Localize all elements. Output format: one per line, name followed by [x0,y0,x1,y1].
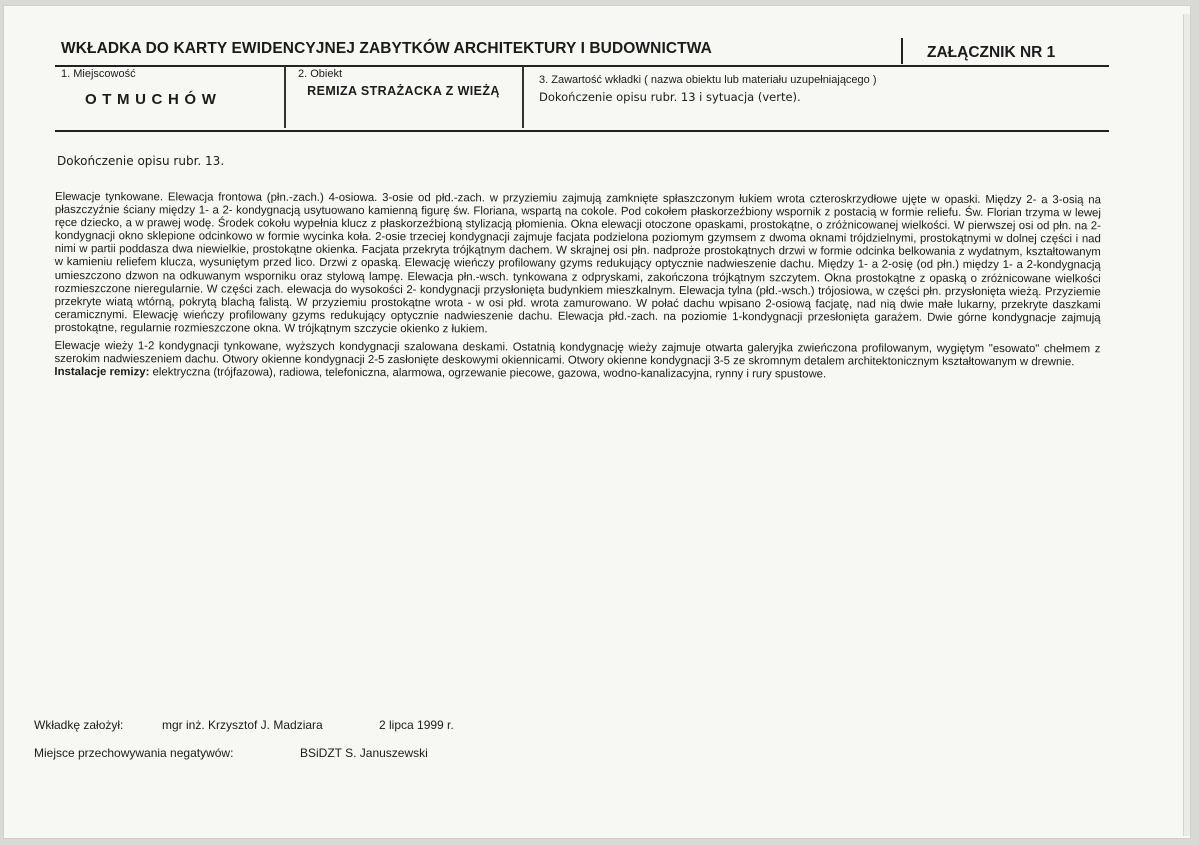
tower-description: Elewacje wieży 1-2 kondygnacji tynkowane, wyższych kondygnacji szalowana deskami. Ostatnią kondygnację wieży zajmuje otwarta galeryjka zwieńczona profilowanym, wygiętym "esowato" chełmem z szerokim nadwieszeniem dachu. Otwory okienne kondygnacji 2-5 zasłonięte deskowymi okiennicami. Otwory okienne kondygnacji 3-5 ze skromnym detalem architektonicznym kształtowanym w drewnie. [54,340,1101,369]
attachment-number: ZAŁĄCZNIK NR 1 [927,44,1056,61]
document-title: WKŁADKA DO KARTY EWIDENCYJNEJ ZABYTKÓW ARCHITEKTURY I BUDOWNICTWA [61,40,712,57]
field-location [55,66,283,130]
object-value: REMIZA STRAŻACKA Z WIEŻĄ [307,84,500,98]
storage-label: Miejsce przechowywania negatywów: [34,746,234,760]
storage-value: BSiDZT S. Januszewski [300,746,428,760]
installations-label: Instalacje remizy: [54,366,150,379]
location-label: 1. Miejscowość [61,68,136,80]
content-label: 3. Zawartość wkładki ( nazwa obiektu lub materiału uzupełniającego ) [539,74,877,86]
field-content [525,66,1109,130]
author-value: mgr inż. Krzysztof J. Madziara [162,718,323,732]
date-value: 2 lipca 1999 r. [379,718,454,732]
header-divider [901,38,903,64]
section-subtitle: Dokończenie opisu rubr. 13. [57,154,225,168]
object-label: 2. Obiekt [298,68,343,80]
installations-value: elektryczna (trójfazowa), radiowa, telefoniczna, alarmowa, ogrzewanie piecowe, gazowa, wodno-kanalizacyjna, rynny i rury spustowe. [149,366,827,381]
fields-rule [55,130,1109,132]
content-value: Dokończenie opisu rubr. 13 i sytuacja (verte). [539,90,801,104]
field-object [286,66,521,130]
author-label: Wkładkę założył: [34,718,124,732]
facade-description: Elewacje tynkowane. Elewacja frontowa (płn.-zach.) 4-osiowa. 3-osie od płd.-zach. w przyziemiu zajmują zamknięte spłaszczonym łukiem wrota czteroskrzydłowe ujęte w opaski. Między 2- a 3-osią na płaszczyźnie ściany między 1- a 2- kondygnacją usytuowano kamienną figurę św. Floriana, wspartą na cokole. Pod cokołem płaskorzeźbiony wspornik z postacią w formie reliefu. Św. Florian trzyma w lewej ręce dziecko, a w prawej wodę. Środek cokołu wypełnia klucz z płaskorzeźbioną stylizacją płomienia. Okna elewacji otoczone opaskami, prostokątne, o zróżnicowanej wielkości. W pierwszej osi od płn. na 2-kondygnacji okno sklepione odcinkowo w formie wycinka koła. 2-osie trzeciej kondygnacji zajmuje facjata podzielona poziomym gzymsem z dwoma oknami trójdzielnymi, prostokątnymi w dolnej części i nad nimi w partii poddasza dwa niewielkie, prostokątne okienka. Facjata przekryta trójkątnym dachem. W skrajnej osi płn. nadproże prostokątnych drzwi w formie odcinka belkowania z wydatnym, kształtowanym w kamieniu reliefem klucza, wysuniętym przed lico. Drzwi z opaską. Elewację wieńczy profilowany gzyms redukujący optycznie nadwieszenie dachu. Między 1- a 2-osię (od płn.) między 1- a 2-kondygnacją umieszczono dzwon na odkuwanym wsporniku oraz stylową lampę. Elewacja płn.-wsch. tynkowana z odpryskami, zakończona trójkątnym szczytem. Okna prostokątne z opaską o zróżnicowane wielkości rozmieszczone nieregularnie. W części zach. elewacja do wysokości 2- kondygnacji przysłonięta budynkiem mieszkalnym. Elewacja tylna (płd.-wsch.) trójosiowa, w części płn. przysłonięta wieżą. Przyziemie przekryte wiatą wtórną, pokrytą blachą falistą. W przyziemiu prostokątne wrota - w osi płd. wrota zamurowano. W połać dachu wpisano 2-osiową facjatę, nad nią dwie małe lukarny, przekryte daszkami ceramicznymi. Elewację wieńczy profilowany gzyms redukujący optycznie nadwieszenie dachu. Elewacja płd.-zach. na poziomie 1-kondygnacji przesłonięta garażem. Dwie górne kondygnacje zajmują prostokątne, regularnie rozmieszczone okna. W trójkątnym szczycie okienko z łukiem. [54,191,1101,336]
field-separator [522,66,524,128]
header-fields [55,66,1109,132]
sheet-edge [1183,14,1190,836]
description-body [54,191,1101,383]
document-header [55,32,1109,62]
location-value: OTMUCHÓW [85,91,222,108]
